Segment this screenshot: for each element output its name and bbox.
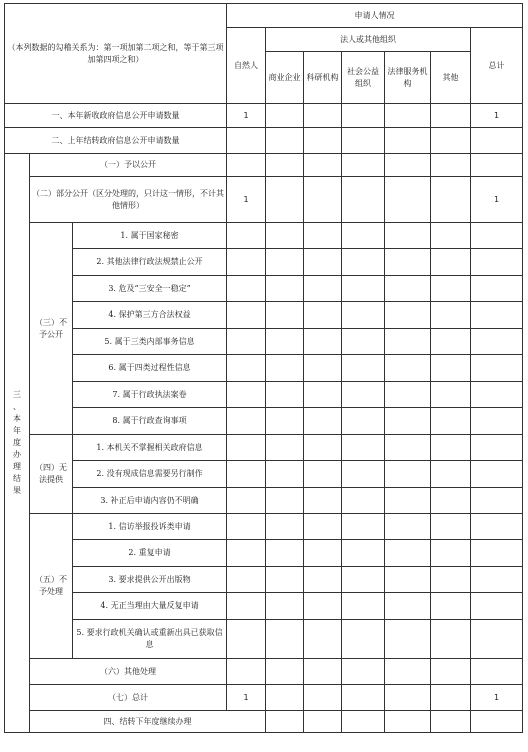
result-group-text: 三 、 本 年 度 办 理 结 果 [13,390,21,495]
row-label: 3. 要求提供公开出版物 [73,567,227,593]
row-label: 2. 其他法律行政法规禁止公开 [73,249,227,276]
row-label: 6. 属于四类过程性信息 [73,355,227,382]
group-unable: （四）无法提供 [30,435,73,514]
cell-natural [227,128,266,154]
row-label: 3. 补正后申请内容仍不明确 [73,488,227,514]
header-natural-person: 自然人 [227,28,266,104]
row-label: 1. 本机关不掌握相关政府信息 [73,435,227,461]
table-row [5,408,523,435]
result-group-label [5,154,30,733]
row-label: 4. 无正当理由大量反复申请 [73,593,227,620]
row-carry-forward [5,711,523,733]
table-row [5,329,523,355]
table-row [5,382,523,408]
header-commercial-enterprise: 商业企业 [266,52,304,104]
cell-natural: 1 [227,177,266,223]
table-row [5,514,523,540]
row-label: 2. 重复申请 [73,540,227,567]
row-label: （六）其他处理 [30,659,227,685]
row-disclose [5,154,523,177]
statistics-table [4,3,523,733]
table-row [5,620,523,659]
row-label: 5. 要求行政机关确认或重新出具已获取信息 [73,620,227,659]
row-label: 二、上年结转政府信息公开申请数量 [5,128,227,154]
header-social-welfare-org: 社会公益组织 [342,52,385,104]
row-label: 4. 保护第三方合法权益 [73,302,227,329]
table-row [5,355,523,382]
row-label: 5. 属于三类内部事务信息 [73,329,227,355]
row-other-processing [5,659,523,685]
table-row [5,223,523,249]
table-row [5,593,523,620]
table-row [5,435,523,461]
cell-natural: 1 [227,104,266,128]
row-label: 3. 危及“三安全一稳定” [73,276,227,302]
row-label: （二）部分公开（区分处理的，只计这一情形，不计其他情形） [30,177,227,223]
row-label: （七）总计 [30,685,227,711]
table-row [5,276,523,302]
row-new-requests [5,104,523,128]
header-note: （本列数据的勾稽关系为：第一项加第二项之和，等于第三项加第四项之和） [5,4,227,104]
table-row [5,567,523,593]
row-partial [5,177,523,223]
table-row [5,488,523,514]
table-row [5,302,523,329]
row-label: 1. 信访举报投诉类申请 [73,514,227,540]
row-carried-over [5,128,523,154]
row-label: 8. 属于行政查询事项 [73,408,227,435]
group-not-disclosed: （三）不予公开 [30,223,73,435]
table-row [5,540,523,567]
header-applicant-situation: 申请人情况 [227,4,523,28]
row-label: 2. 没有现成信息需要另行制作 [73,461,227,488]
header-other: 其他 [431,52,471,104]
cell-total: 1 [471,177,523,223]
header-legal-service-org: 法律服务机构 [385,52,431,104]
row-label: 7. 属于行政执法案卷 [73,382,227,408]
header-legal-other-orgs: 法人或其他组织 [266,28,471,52]
cell-total: 1 [471,685,523,711]
cell-total: 1 [471,104,523,128]
row-label: 1. 属于国家秘密 [73,223,227,249]
row-subtotal [5,685,523,711]
cell-total [471,128,523,154]
table-row [5,249,523,276]
cell-natural [227,154,266,177]
header-total: 总计 [471,28,523,104]
cell-natural: 1 [227,685,266,711]
row-label: 一、本年新收政府信息公开申请数量 [5,104,227,128]
header-research-institution: 科研机构 [304,52,342,104]
table-row [5,461,523,488]
cell-total [471,154,523,177]
row-label: 四、结转下年度继续办理 [30,711,266,733]
group-not-processed: （五）不予处理 [30,514,73,659]
row-label: （一）予以公开 [30,154,227,177]
